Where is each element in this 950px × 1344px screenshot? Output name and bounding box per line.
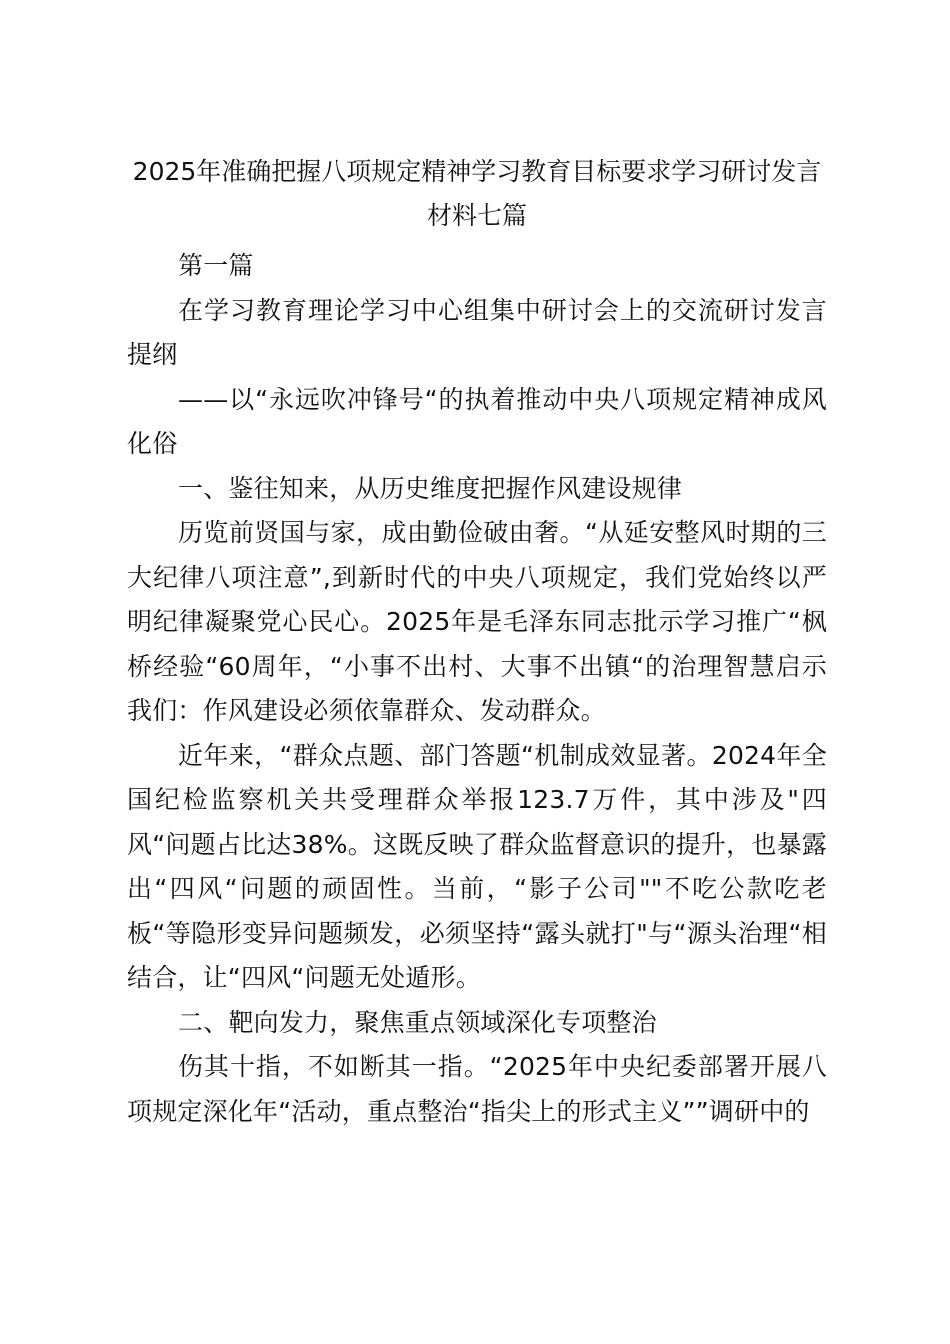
speech-subtitle: ——以“永远吹冲锋号“的执着推动中央八项规定精神成风化俗 <box>127 384 827 458</box>
paragraph-3: 伤其十指，不如断其一指。“2025年中央纪委部署开展八项规定深化年“活动，重点整治“指尖上的形式主义””调研中的 <box>127 1052 827 1126</box>
document-title-line1: 2025年准确把握八项规定精神学习教育目标要求学习研讨发言 <box>132 157 822 186</box>
document-page <box>127 150 827 1134</box>
paragraph-1: 历览前贤国与家，成由勤俭破由奢。“从延安整风时期的三大纪律八项注意”,到新时代的中央八项规定，我们党始终以严明纪律凝聚党心民心。2025年是毛泽东同志批示学习推广“枫桥经验“60周年，“小事不出村、大事不出镇“的治理智慧启示我们：作风建设必须依靠群众、发动群众。 <box>127 518 827 725</box>
speech-title: 在学习教育理论学习中心组集中研讨会上的交流研讨发言提纲 <box>127 295 827 369</box>
section2-heading: 二、靶向发力，聚焦重点领域深化专项整治 <box>178 1007 657 1037</box>
paragraph-2: 近年来，“群众点题、部门答题“机制成效显著。2024年全国纪检监察机关共受理群众举报123.7万件，其中涉及"四风“问题占比达38%。这既反映了群众监督意识的提升，也暴露出“四风“问题的顽固性。当前，“影子公司""不吃公款吃老板“等隐形变异问题频发，必须坚持“露头就打"与“源头治理“相结合，让“四风“问题无处遁形。 <box>127 740 827 992</box>
section1-heading: 一、鉴往知来，从历史维度把握作风建设规律 <box>178 473 683 503</box>
document-title-line2: 材料七篇 <box>426 201 527 230</box>
part-label: 第一篇 <box>178 251 254 280</box>
